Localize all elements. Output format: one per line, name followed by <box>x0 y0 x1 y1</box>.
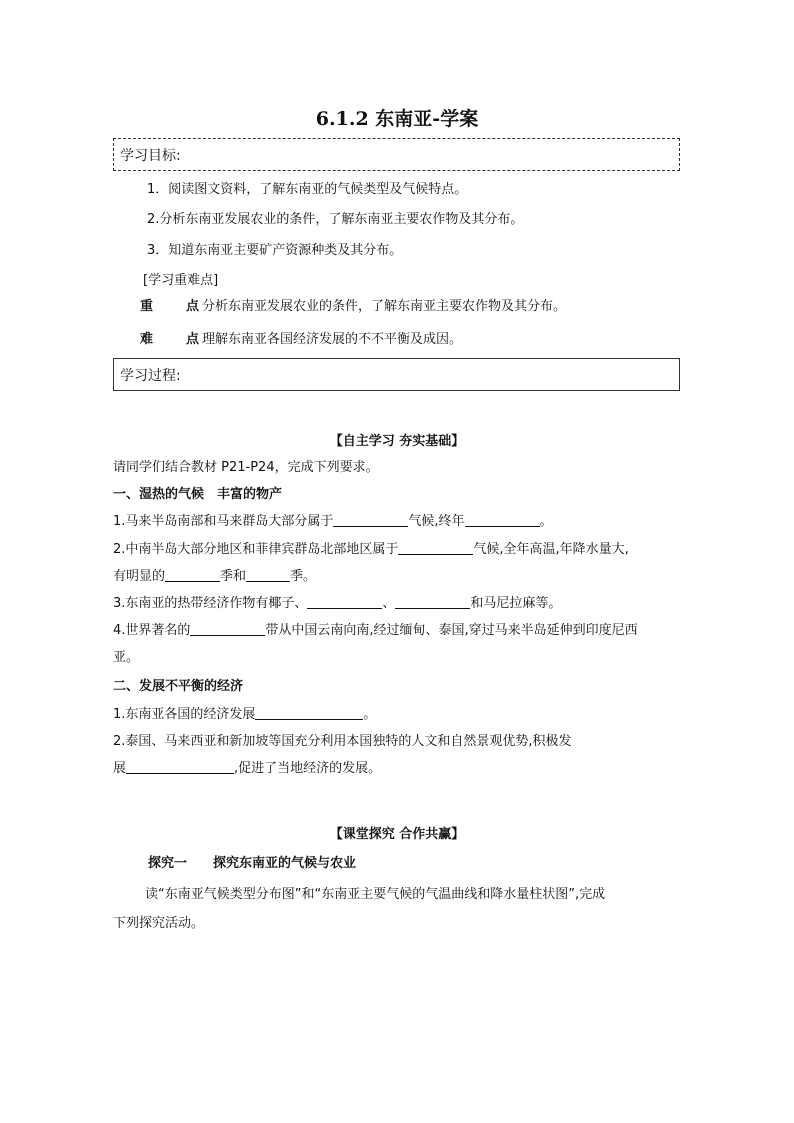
question-3: 3.东南亚的热带经济作物有椰子、 、 和马尼拉麻等。 <box>113 596 562 611</box>
question-5: 1.东南亚各国的经济发展 。 <box>113 707 377 722</box>
self-study-heading: 【自主学习 夯实基础】 <box>329 434 465 449</box>
objectives-header: 学习目标: <box>120 147 181 164</box>
answer-blank[interactable] <box>190 621 265 636</box>
inquiry-title: 探究一 探究东南亚的气候与农业 <box>148 856 357 871</box>
answer-blank[interactable] <box>333 512 408 527</box>
answer-blank[interactable] <box>126 759 234 774</box>
objectives-header-box <box>113 138 680 171</box>
answer-blank[interactable] <box>398 540 473 555</box>
part2-title: 二、发展不平衡的经济 <box>113 679 244 694</box>
classroom-heading: 【课堂探究 合作共赢】 <box>329 827 465 842</box>
objective-item-1: 1．阅读图文资料，了解东南亚的气候类型及气候特点。 <box>147 182 468 197</box>
answer-blank[interactable] <box>307 594 382 609</box>
key-points-label: [学习重难点] <box>143 273 219 288</box>
answer-blank[interactable] <box>395 594 470 609</box>
question-6: 2.泰国、马来西亚和新加坡等国充分利用本国独特的人文和自然景观优势,积极发 <box>113 734 572 749</box>
process-header-box <box>113 358 680 391</box>
difficulty-row <box>140 330 462 350</box>
part1-title: 一、湿热的气候 丰富的物产 <box>113 487 283 502</box>
focus-row <box>140 297 566 317</box>
inquiry-paragraph-line-2: 下列探究活动。 <box>113 916 205 931</box>
difficulty-term: 难 点 <box>140 332 210 347</box>
question-6-cont: 展 ,促进了当地经济的发展。 <box>113 761 382 776</box>
focus-text: 分析东南亚发展农业的条件，了解东南亚主要农作物及其分布。 <box>202 299 567 314</box>
answer-blank[interactable] <box>165 567 220 582</box>
answer-blank[interactable] <box>465 512 540 527</box>
inquiry-paragraph-line-1: 读“东南亚气候类型分布图”和“东南亚主要气候的气温曲线和降水量柱状图”,完成 <box>145 887 606 902</box>
focus-term: 重 点 <box>140 299 210 314</box>
objective-item-2: 2.分析东南亚发展农业的条件，了解东南亚主要农作物及其分布。 <box>147 212 524 227</box>
self-study-intro: 请同学们结合教材 P21-P24，完成下列要求。 <box>113 460 379 475</box>
question-1: 1.马来半岛南部和马来群岛大部分属于 气候,终年 。 <box>113 514 553 529</box>
answer-blank[interactable] <box>255 705 363 720</box>
process-header: 学习过程: <box>120 367 181 384</box>
document-title: 6.1.2 东南亚-学案 <box>315 108 479 130</box>
question-4-cont: 亚。 <box>113 650 140 665</box>
objective-item-3: 3．知道东南亚主要矿产资源种类及其分布。 <box>147 243 403 258</box>
question-2: 2.中南半岛大部分地区和菲律宾群岛北部地区属于 气候,全年高温,年降水量大, <box>113 542 629 557</box>
question-2-cont: 有明显的 季和 季。 <box>113 569 317 584</box>
answer-blank[interactable] <box>246 567 290 582</box>
question-4: 4.世界著名的 带从中国云南向南,经过缅甸、泰国,穿过马来半岛延伸到印度尼西 <box>113 623 638 638</box>
difficulty-text: 理解东南亚各国经济发展的不不平衡及成因。 <box>202 332 463 347</box>
